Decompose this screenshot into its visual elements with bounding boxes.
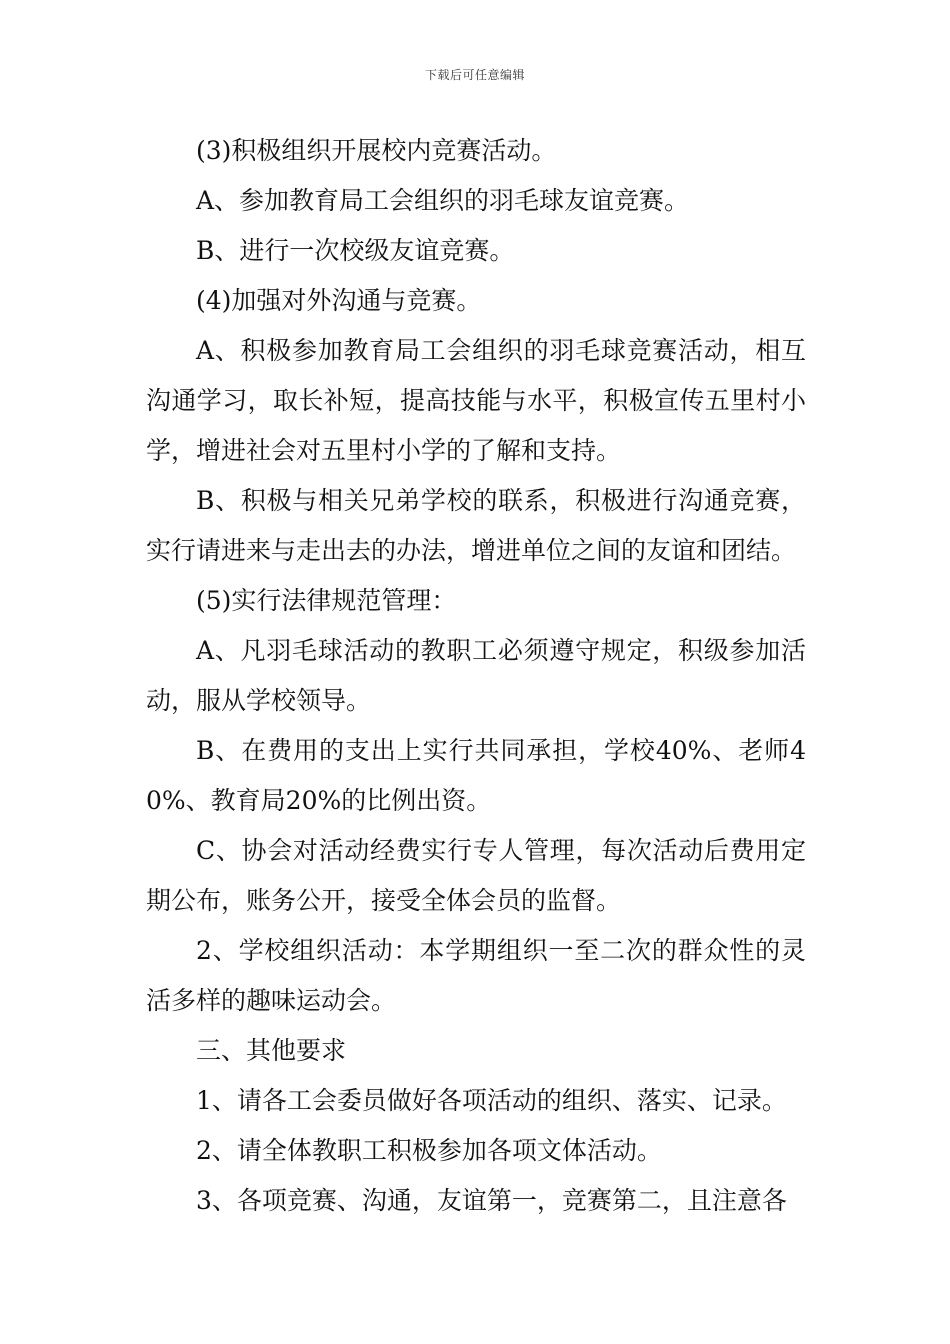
paragraph: A、积极参加教育局工会组织的羽毛球竞赛活动，相互沟通学习，取长补短，提高技能与水平，积极宣传五里村小学，增进社会对五里村小学的了解和支持。: [146, 336, 806, 465]
paragraph: (3)积极组织开展校内竞赛活动。: [196, 136, 557, 165]
paragraph: (5)实行法律规范管理：: [196, 586, 457, 615]
section-heading: 三、其他要求: [196, 1036, 347, 1065]
paragraph: A、参加教育局工会组织的羽毛球友谊竞赛。: [196, 186, 690, 215]
document-body: [146, 126, 806, 1226]
paragraph: C、协会对活动经费实行专人管理，每次活动后费用定期公布，账务公开，接受全体会员的监督。: [146, 836, 806, 915]
paragraph: 3、各项竞赛、沟通，友谊第一，竞赛第二，且注意各: [196, 1186, 787, 1215]
paragraph: A、凡羽毛球活动的教职工必须遵守规定，积级参加活动，服从学校领导。: [146, 636, 806, 715]
page-header: 下载后可任意编辑: [424, 68, 525, 82]
paragraph: B、在费用的支出上实行共同承担，学校40%、老师40%、教育局20%的比例出资。: [146, 736, 806, 815]
paragraph: (4)加强对外沟通与竞赛。: [196, 286, 482, 315]
paragraph: B、积极与相关兄弟学校的联系，积极进行沟通竞赛，实行请进来与走出去的办法，增进单位之间的友谊和团结。: [146, 486, 806, 565]
paragraph: 1、请各工会委员做好各项活动的组织、落实、记录。: [196, 1086, 787, 1115]
paragraph: 2、请全体教职工积极参加各项文体活动。: [196, 1136, 662, 1165]
paragraph: B、进行一次校级友谊竞赛。: [196, 236, 515, 265]
paragraph: 2、学校组织活动：本学期组织一至二次的群众性的灵活多样的趣味运动会。: [146, 936, 806, 1015]
